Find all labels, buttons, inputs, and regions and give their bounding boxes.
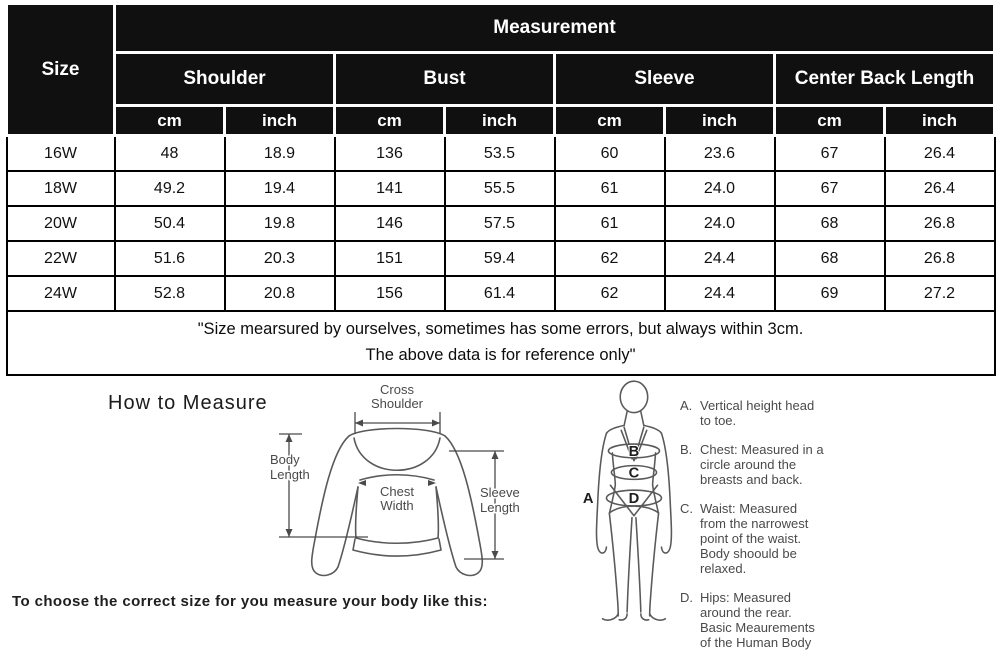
figure-left-leg [609,514,632,616]
table-row [7,206,995,241]
instruction-letter: C. [680,501,693,516]
value-cell: 57.5 [445,206,555,241]
value-cell: 18.9 [225,136,335,172]
body-figure-diagram [578,368,686,633]
shirt-collar-line [349,429,445,437]
shirt-left-sleeve [312,436,358,575]
value-cell: 26.8 [885,241,995,276]
table-row [7,276,995,311]
shirt-right-sleeve [436,436,482,575]
cross-shoulder-label: Shoulder [370,396,424,411]
value-cell: 24.4 [665,241,775,276]
value-cell: 51.6 [115,241,225,276]
figure-shoulders [606,425,661,433]
instruction-line: Vertical height head [700,398,815,413]
value-cell: 52.8 [115,276,225,311]
value-cell: 55.5 [445,171,555,206]
value-cell: 68 [775,206,885,241]
value-cell: 69 [775,276,885,311]
instruction-letter: B. [680,442,693,457]
unit-header-bust-inch: inch [445,106,555,136]
value-cell: 23.6 [665,136,775,172]
how-to-measure-section [0,365,1000,659]
group-header-sleeve: Sleeve [555,53,775,106]
unit-header-shoulder-inch: inch [225,106,335,136]
figure-left-torso [609,453,615,514]
value-cell: 59.4 [445,241,555,276]
sizing-instruction-text: To choose the correct size for you measure your body like this: [12,593,488,610]
unit-header-shoulder-cm: cm [115,106,225,136]
value-cell: 26.4 [885,136,995,172]
instruction-text [700,442,824,487]
instruction-letter: A. [680,398,693,413]
unit-header-sleeve-cm: cm [555,106,665,136]
size-cell: 22W [7,241,115,276]
value-cell: 68 [775,241,885,276]
shirt-measurement-diagram [252,379,542,591]
table-row [7,241,995,276]
sleeve-length-label: Sleeve [480,485,520,500]
chest-width-label: Chest [380,484,414,499]
figure-left-foot [603,614,628,620]
instruction-line: of the Human Body [700,635,812,650]
instruction-line: around the rear. [700,605,792,620]
figure-letter-c: C [628,465,640,482]
instruction-line: Body shoould be [700,546,797,561]
unit-header-cbl-cm: cm [775,106,885,136]
instruction-item-c [680,501,875,576]
shirt-hem-band [353,539,441,556]
size-header: Size [7,4,115,136]
figure-letter-a: A [582,490,594,507]
arrowhead [432,420,440,427]
unit-header-cbl-inch: inch [885,106,995,136]
figure-right-arm [661,433,671,553]
instruction-line: Chest: Measured in a [700,442,824,457]
instruction-letter: D. [680,590,693,605]
instruction-line: Waist: Measured [700,501,798,516]
value-cell: 26.8 [885,206,995,241]
body-length-label: Body [270,452,300,467]
instruction-line: breasts and back. [700,472,803,487]
value-cell: 61 [555,206,665,241]
value-cell: 62 [555,276,665,311]
instruction-line: to toe. [700,413,737,428]
arrowhead [286,434,293,442]
figure-right-foot [641,614,666,620]
value-cell: 19.4 [225,171,335,206]
figure-left-arm [597,433,607,553]
figure-letter-d: D [628,490,640,507]
value-cell: 136 [335,136,445,172]
note-line-2: The above data is for reference only" [365,346,636,364]
table-row [7,136,995,172]
instruction-line: Basic Meaurements [700,620,815,635]
value-cell: 146 [335,206,445,241]
instruction-line: circle around the [700,457,797,472]
figure-neck [624,412,644,426]
value-cell: 67 [775,171,885,206]
group-header-shoulder: Shoulder [115,53,335,106]
sleeve-length-label: Length [480,500,520,515]
note-line-1: "Size mearsured by ourselves, sometimes has some errors, but always within 3cm. [197,320,804,339]
measurement-header: Measurement [115,4,995,53]
figure-hip-curve [609,506,658,513]
value-cell: 67 [775,136,885,172]
shirt-chest-line [360,475,434,480]
value-cell: 26.4 [885,171,995,206]
arrowhead [358,480,366,486]
chest-width-label: Width [380,498,414,513]
measurement-instructions [680,398,875,664]
header-row-units [7,106,995,136]
value-cell: 151 [335,241,445,276]
instruction-item-a [680,398,875,428]
body-length-label: Length [270,467,310,482]
value-cell: 24.0 [665,171,775,206]
group-header-center-back-length: Center Back Length [775,53,995,106]
shirt-neck-scoop [354,438,440,470]
instruction-line: point of the waist. [700,531,802,546]
value-cell: 19.8 [225,206,335,241]
instruction-line: relaxed. [700,561,747,576]
value-cell: 141 [335,171,445,206]
figure-head [620,381,647,412]
unit-header-bust-cm: cm [335,106,445,136]
value-cell: 20.3 [225,241,335,276]
instruction-line: Hips: Measured [700,590,792,605]
cross-shoulder-label: Cross [380,382,414,397]
size-cell: 18W [7,171,115,206]
instruction-text [700,398,814,428]
instruction-text [700,501,808,576]
value-cell: 50.4 [115,206,225,241]
arrowhead [492,451,499,459]
size-cell: 24W [7,276,115,311]
value-cell: 20.8 [225,276,335,311]
value-cell: 156 [335,276,445,311]
instruction-line: from the narrowest [700,516,809,531]
group-header-bust: Bust [335,53,555,106]
arrowhead [492,551,499,559]
instruction-text [700,590,815,650]
arrowhead [428,480,436,486]
value-cell: 27.2 [885,276,995,311]
figure-right-leg [636,514,659,616]
value-cell: 49.2 [115,171,225,206]
value-cell: 61 [555,171,665,206]
value-cell: 48 [115,136,225,172]
figure-right-torso [653,453,659,514]
value-cell: 24.0 [665,206,775,241]
header-row-groups [7,53,995,106]
value-cell: 61.4 [445,276,555,311]
value-cell: 24.4 [665,276,775,311]
size-cell: 20W [7,206,115,241]
unit-header-sleeve-inch: inch [665,106,775,136]
how-to-measure-heading: How to Measure [108,392,268,414]
instruction-item-d [680,590,875,650]
value-cell: 60 [555,136,665,172]
header-row-measurement [7,4,995,53]
value-cell: 53.5 [445,136,555,172]
figure-letter-b: B [628,443,640,460]
size-cell: 16W [7,136,115,172]
arrowhead [355,420,363,427]
table-row [7,171,995,206]
shirt-hem [356,538,438,543]
arrowhead [286,529,293,537]
instruction-item-b [680,442,875,487]
size-chart-table [5,2,996,376]
value-cell: 62 [555,241,665,276]
